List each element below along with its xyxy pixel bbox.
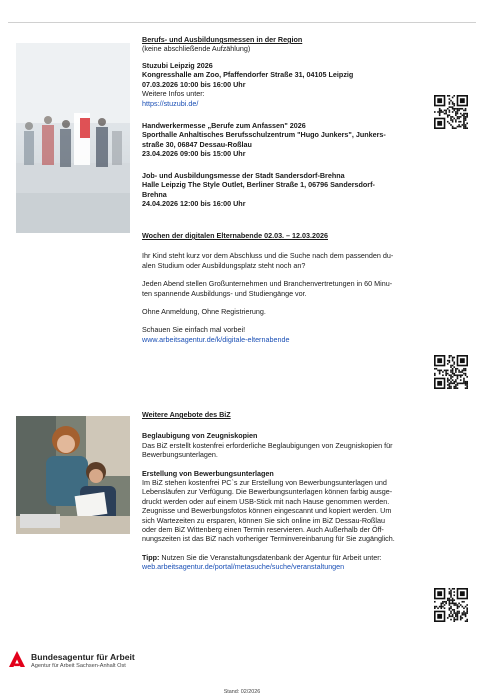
section-messen-subheading: (keine abschließende Aufzählung) [142, 44, 251, 54]
event-date: 24.04.2026 12:00 bis 16:00 Uhr [142, 199, 246, 209]
event-title: Job- und Ausbildungsmesse der Stadt Sandersdorf-Brehna [142, 171, 345, 180]
event-address: Brehna [142, 189, 167, 199]
event-info-label: Weitere Infos unter: [142, 89, 205, 99]
event-address: Sporthalle Anhaltisches Berufsschulzentrum "Hugo Junkers", Junkers- [142, 130, 386, 140]
paragraph-line: druckt werden oder auf einem USB-Stick mit nach Hause genommen werden. [142, 496, 390, 506]
event-handwerkermesse [142, 121, 470, 159]
flyer-page [8, 22, 476, 607]
event-sandersdorf [142, 171, 470, 209]
biz-tip [142, 553, 470, 562]
bundesagentur-logo-icon [8, 650, 26, 668]
paragraph-line: Jeden Abend stellen Großunternehmen und Branchenvertretungen in 60 Minu- [142, 279, 393, 289]
event-address: Kongresshalle am Zoo, Pfaffendorfer Straße 31, 04105 Leipzig [142, 70, 354, 80]
paragraph-line: nungszeiten ist das BiZ nach vorheriger Terminvereinbarung für Sie zugänglich. [142, 534, 395, 544]
paragraph-line: Lebensläufen zur Verfügung. Die Bewerbungsunterlagen können farbig ausge- [142, 487, 393, 497]
paragraph-line: oder dem BiZ Wittenberg einen Termin reservieren. Auch Außerhalb der Öff- [142, 525, 384, 535]
elternabende-link[interactable]: www.arbeitsagentur.de/k/digitale-elternabende [142, 334, 290, 344]
tip-label: Tipp: [142, 552, 160, 562]
paragraph-line: Zeugnisse und Bewerbungsfotos können eingescannt und kopiert werden. Um [142, 506, 392, 516]
qr-code-stuzubi[interactable] [434, 95, 468, 129]
event-date: 23.04.2026 09:00 bis 15:00 Uhr [142, 149, 246, 159]
paragraph-line: ten spannende Ausbildungs- und Studiengänge vor. [142, 288, 307, 298]
section-elternabende [142, 231, 470, 344]
paragraph-line: Das BiZ erstellt kostenfrei erforderliche Beglaubigungen von Zeugniskopien für [142, 440, 393, 450]
paragraph-line: sich Wartezeiten zu ersparen, können Sie sich online im BiZ Dessau-Roßlau [142, 515, 386, 525]
qr-code-elternabende[interactable] [434, 355, 468, 389]
paragraph-line: Ohne Anmeldung, Ohne Registrierung. [142, 307, 266, 317]
qr-code-veranstaltungen[interactable] [434, 588, 468, 622]
event-title: Stuzubi Leipzig 2026 [142, 61, 213, 70]
section-messen [142, 35, 470, 54]
section-messen-heading: Berufs- und Ausbildungsmessen in der Region [142, 35, 303, 44]
brand-subtitle: Agentur für Arbeit Sachsen-Anhalt Ost [31, 663, 126, 669]
paragraph-line: alen Studium oder Ausbildungsplatz steht noch an? [142, 260, 306, 270]
biz-sub-title: Erstellung von Bewerbungsunterlagen [142, 468, 274, 478]
photo-people-walking [16, 43, 130, 233]
event-date: 07.03.2026 10:00 bis 16:00 Uhr [142, 79, 246, 89]
event-stuzubi [142, 61, 470, 108]
event-title: Handwerkermesse „Berufe zum Anfassen" 2026 [142, 121, 306, 130]
paragraph-line: Im BiZ stehen kostenfrei PC`s zur Erstellung von Bewerbungsunterlagen und [142, 478, 387, 488]
paragraph-line: Ihr Kind steht kurz vor dem Abschluss und die Suche nach dem passenden du- [142, 251, 394, 261]
veranstaltungen-link[interactable]: web.arbeitsagentur.de/portal/metasuche/suche/veranstaltungen [142, 562, 345, 572]
biz-sub-title: Beglaubigung von Zeugniskopien [142, 431, 258, 441]
section-biz-heading: Weitere Angebote des BiZ [142, 410, 231, 419]
event-address: straße 30, 06847 Dessau-Roßlau [142, 139, 252, 149]
paragraph-line: Bewerbungsunterlagen. [142, 450, 218, 460]
paragraph-line: Schauen Sie einfach mal vorbei! [142, 325, 246, 335]
brand-name: Bundesagentur für Arbeit [31, 652, 135, 662]
photo-counseling [16, 416, 130, 534]
event-address: Halle Leipzig The Style Outlet, Berliner Straße 1, 06796 Sandersdorf- [142, 180, 375, 190]
event-link[interactable]: https://stuzubi.de/ [142, 98, 199, 108]
stand-date: Stand: 02/2026 [223, 689, 261, 695]
section-elternabende-heading: Wochen der digitalen Elternabende 02.03. – 12.03.2026 [142, 231, 329, 240]
tip-text: Nutzen Sie die Veranstaltungsdatenbank der Agentur für Arbeit unter: [159, 552, 382, 562]
section-biz [142, 410, 470, 572]
